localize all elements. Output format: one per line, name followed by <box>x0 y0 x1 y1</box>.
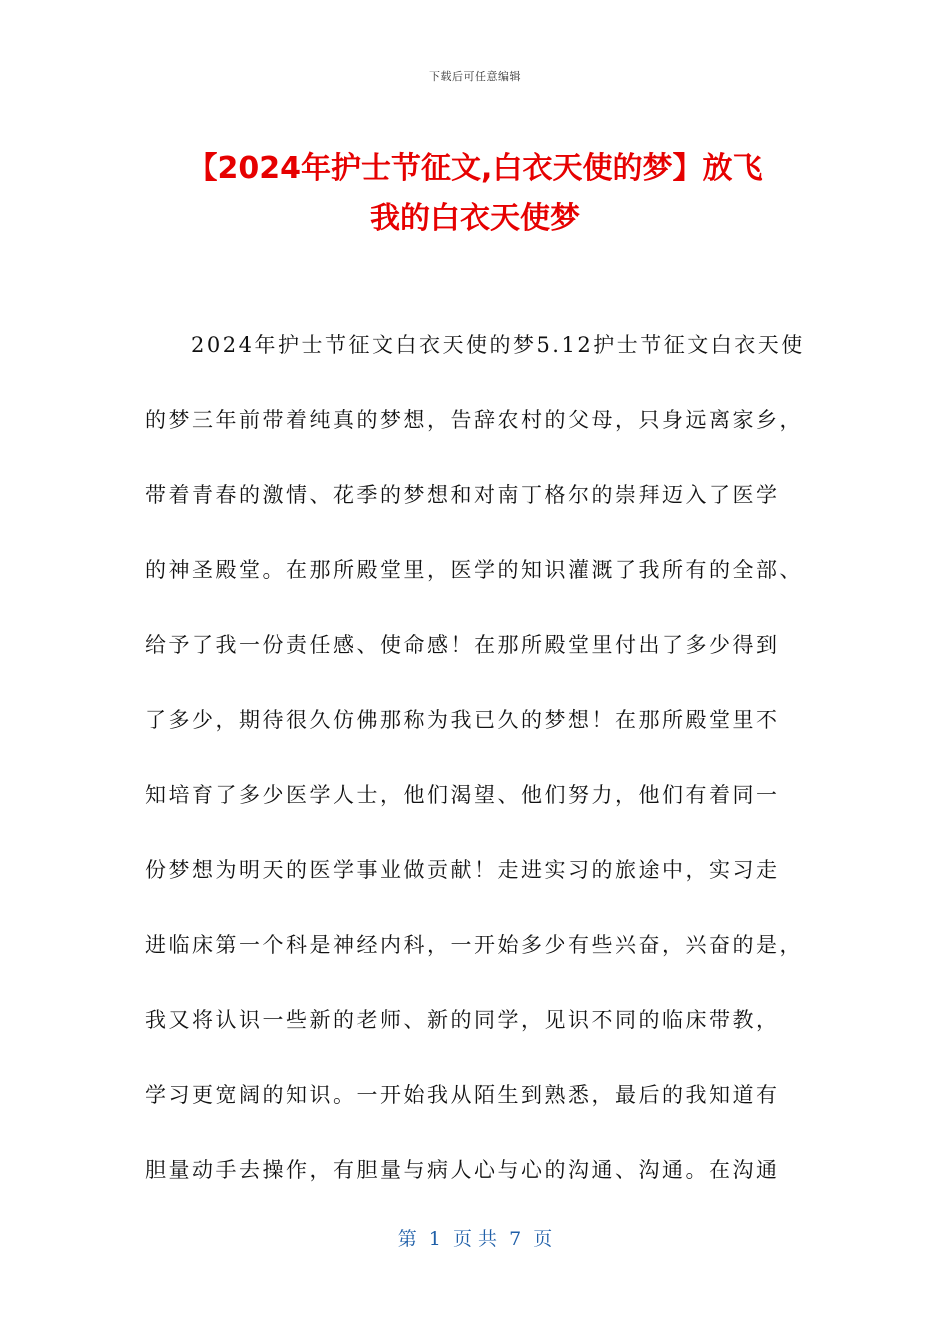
header-note: 下载后可任意编辑 <box>429 70 521 83</box>
page-number-footer: 第 1 页 共 7 页 <box>397 1228 553 1250</box>
body-line: 带着青春的激情、花季的梦想和对南丁格尔的崇拜迈入了医学 <box>145 483 780 507</box>
title-line-1: 【2024年护士节征文,白衣天使的梦】放飞 <box>187 151 763 186</box>
body-line: 胆量动手去操作，有胆量与病人心与心的沟通、沟通。在沟通 <box>145 1158 780 1182</box>
body-line: 的神圣殿堂。在那所殿堂里，医学的知识灌溉了我所有的全部、 <box>145 558 803 582</box>
body-paragraph <box>145 320 815 1220</box>
body-line: 了多少，期待很久仿佛那称为我已久的梦想！在那所殿堂里不 <box>145 708 780 732</box>
body-line: 给予了我一份责任感、使命感！在那所殿堂里付出了多少得到 <box>145 633 780 657</box>
body-line: 份梦想为明天的医学事业做贡献！走进实习的旅途中，实习走 <box>145 858 780 882</box>
body-line: 进临床第一个科是神经内科，一开始多少有些兴奋，兴奋的是， <box>145 933 803 957</box>
document-title <box>140 144 810 244</box>
body-line: 学习更宽阔的知识。一开始我从陌生到熟悉，最后的我知道有 <box>145 1083 780 1107</box>
body-line: 的梦三年前带着纯真的梦想，告辞农村的父母，只身远离家乡， <box>145 408 803 432</box>
body-line: 2024年护士节征文白衣天使的梦5.12护士节征文白衣天使 <box>191 333 805 357</box>
body-line: 我又将认识一些新的老师、新的同学，见识不同的临床带教， <box>145 1008 780 1032</box>
body-line: 知培育了多少医学人士，他们渴望、他们努力，他们有着同一 <box>145 783 780 807</box>
title-line-2: 我的白衣天使梦 <box>370 201 580 236</box>
